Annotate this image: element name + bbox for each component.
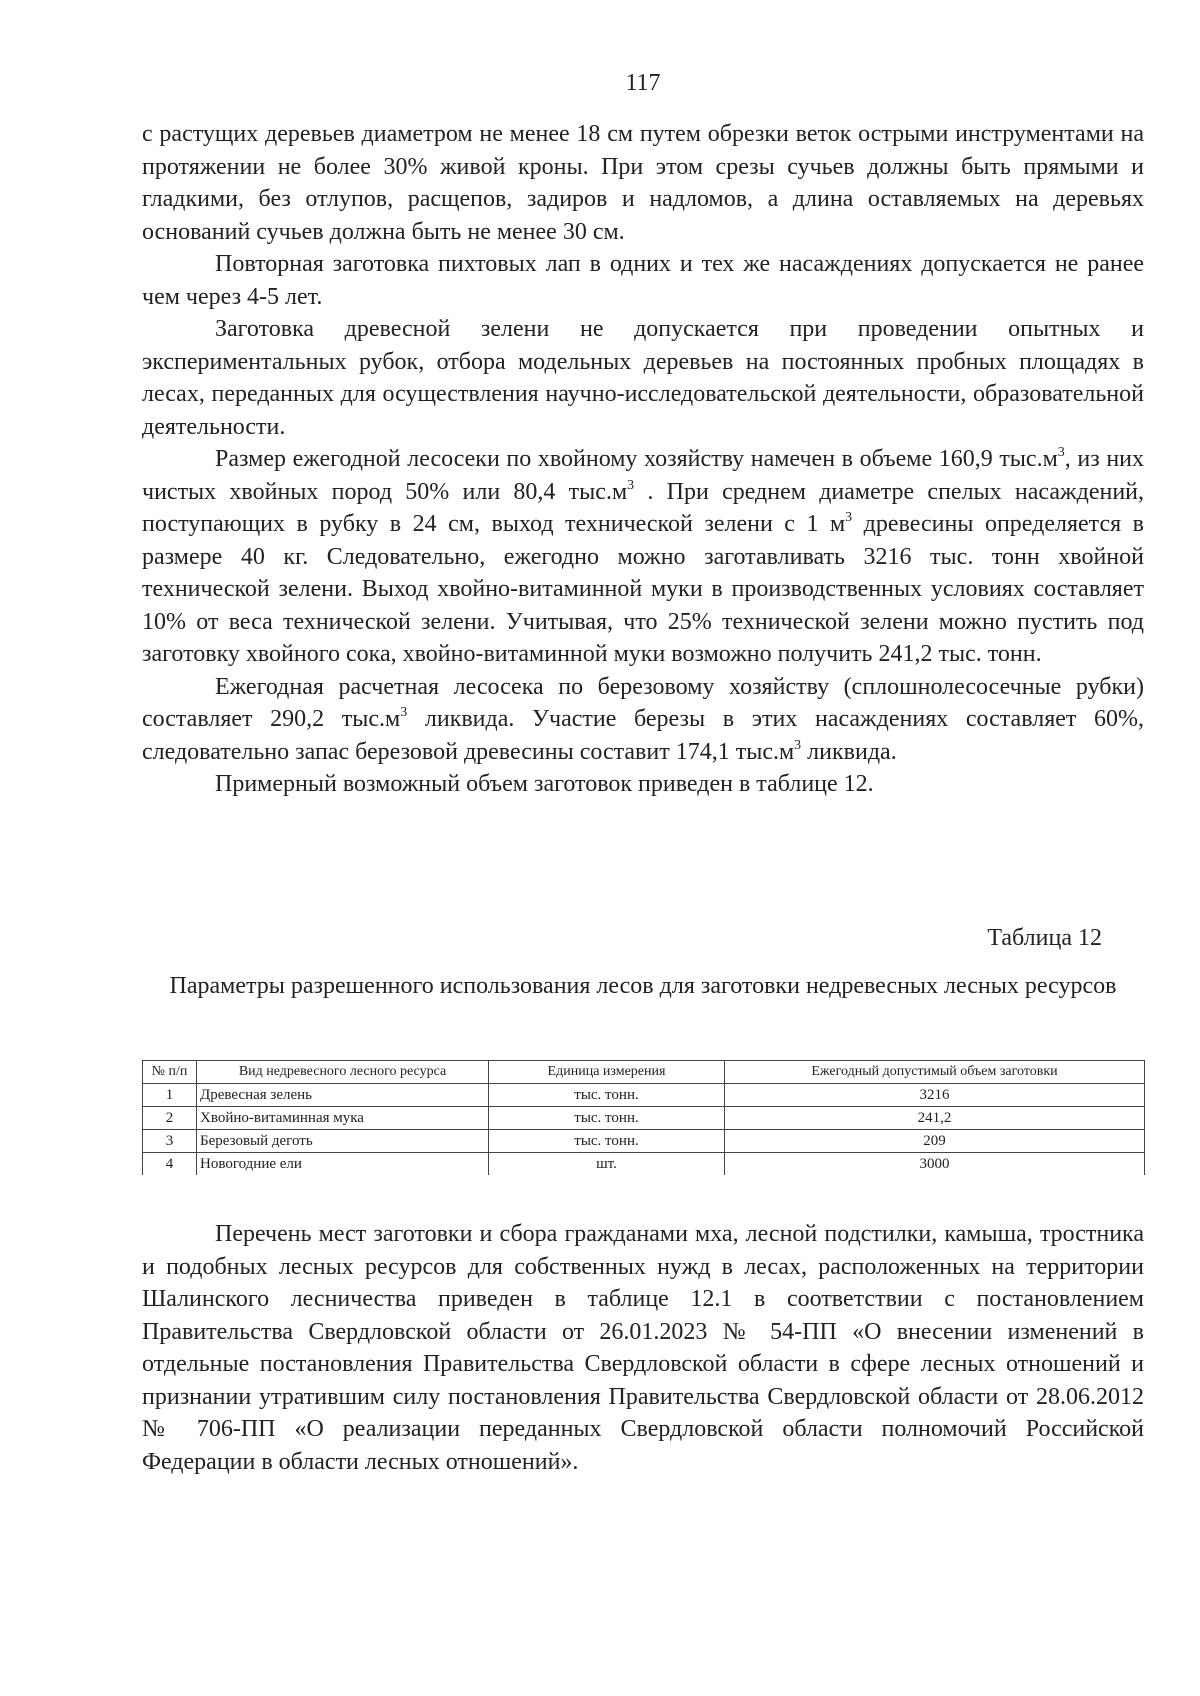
table-header-row: [143, 1061, 1145, 1084]
paragraph-5-part-c: ликвида.: [801, 738, 897, 765]
table-cell: 1: [143, 1084, 197, 1107]
table-header-cell: Единица измерения: [489, 1061, 725, 1084]
paragraph-after-table: Перечень мест заготовки и сбора гражданами мха, лесной подстилки, камыша, тростника и подобных лесных ресурсов для собственных нужд в лесах, расположенных на территории Шалинского лесничества приведен в таблице 12.1 в соответствии с постановлением Правительства Свердловской области от 26.01.2023 № 54-ПП «О внесении изменений в отдельные постановления Правительства Свердловской области в сфере лесных отношений и признании утратившим силу постановления Правительства Свердловской области от 28.06.2012 № 706-ПП «О реализации переданных Свердловской области полномочий Российской Федерации в области лесных отношений».: [142, 1221, 1144, 1475]
paragraph-6: Примерный возможный объем заготовок приведен в таблице 12.: [215, 771, 874, 797]
resources-table: [142, 1060, 1145, 1175]
paragraph-5-part-b: ликвида. Участие березы в этих насаждениях составляет 60%, следовательно запас березовой древесины составит 174,1 тыс.м: [142, 706, 1144, 765]
table-row: [143, 1107, 1145, 1130]
superscript: 3: [1057, 445, 1065, 460]
table-row: [143, 1153, 1145, 1176]
paragraph-4-part-c: . При среднем диаметре спелых насаждений, поступающих в рубку в 24 см, выход технической зелени с 1 м: [142, 478, 1144, 537]
table-cell: 2: [143, 1107, 197, 1130]
table-cell: Древесная зелень: [197, 1084, 489, 1107]
table-cell: тыс. тонн.: [489, 1130, 725, 1153]
body-text-bottom: [142, 1218, 1144, 1478]
table-header-cell: № п/п: [143, 1061, 197, 1084]
superscript: 3: [794, 737, 802, 753]
superscript: 3: [400, 705, 408, 720]
table-cell: тыс. тонн.: [489, 1084, 725, 1107]
table-cell: 209: [725, 1130, 1145, 1153]
paragraph-2: Повторная заготовка пихтовых лап в одних и тех же насаждениях допускается не ранее чем через 4-5 лет.: [142, 251, 1144, 310]
table-row: [143, 1130, 1145, 1153]
superscript: 3: [845, 510, 853, 525]
table-title: Параметры разрешенного использования лесов для заготовки недревесных лесных ресурсов: [169, 973, 1117, 999]
paragraph-4-part-a: Размер ежегодной лесосеки по хвойному хозяйству намечен в объеме 160,9 тыс.м: [215, 446, 1058, 472]
body-text-top: [142, 118, 1144, 801]
table-cell: шт.: [489, 1153, 725, 1176]
superscript: 3: [627, 477, 635, 493]
page-number: 117: [625, 70, 661, 96]
paragraph-3: Заготовка древесной зелени не допускается при проведении опытных и экспериментальных рубок, отбора модельных деревьев на постоянных пробных площадях в лесах, переданных для осуществления научно-исследовательской деятельности, образовательной деятельности.: [142, 316, 1144, 440]
paragraph-1: с растущих деревьев диаметром не менее 18 см путем обрезки веток острыми инструментами на протяжении не более 30% живой кроны. При этом срезы сучьев должны быть прямыми и гладкими, без отлупов, расщепов, задиров и надломов, а длина оставляемых на деревьях оснований сучьев должна быть не менее 30 см.: [142, 121, 1144, 245]
paragraph-4-part-b: , из них чистых хвойных пород 50% или 80,4 тыс.м: [142, 446, 1145, 505]
table-cell: 3: [143, 1130, 197, 1153]
table-row: [143, 1084, 1145, 1107]
paragraph-5: [142, 671, 1144, 769]
table-header-cell: Вид недревесного лесного ресурса: [197, 1061, 489, 1084]
table-cell: тыс. тонн.: [489, 1107, 725, 1130]
table-cell: Хвойно-витаминная мука: [197, 1107, 489, 1130]
table-cell: 241,2: [725, 1107, 1145, 1130]
table-caption: Таблица 12: [987, 925, 1102, 951]
table-cell: 3216: [725, 1084, 1145, 1107]
paragraph-5-part-a: Ежегодная расчетная лесосека по березовому хозяйству (сплошнолесосечные рубки) составляет 290,2 тыс.м: [142, 673, 1144, 732]
paragraph-4-part-d: древесины определяется в размере 40 кг. Следовательно, ежегодно можно заготавливать 3216 тыс. тонн хвойной технической зелени. Выход хвойно-витаминной муки в производственных условиях составляет 10% от веса технической зелени. Учитывая, что 25% технической зелени можно пустить под заготовку хвойного сока, хвойно-витаминной муки возможно получить 241,2 тыс. тонн.: [142, 511, 1144, 667]
table-cell: Березовый деготь: [197, 1130, 489, 1153]
table-cell: 4: [143, 1153, 197, 1176]
paragraph-4: [142, 443, 1144, 671]
table-header-cell: Ежегодный допустимый объем заготовки: [725, 1061, 1145, 1084]
table-cell: Новогодние ели: [197, 1153, 489, 1176]
table-cell: 3000: [725, 1153, 1145, 1176]
